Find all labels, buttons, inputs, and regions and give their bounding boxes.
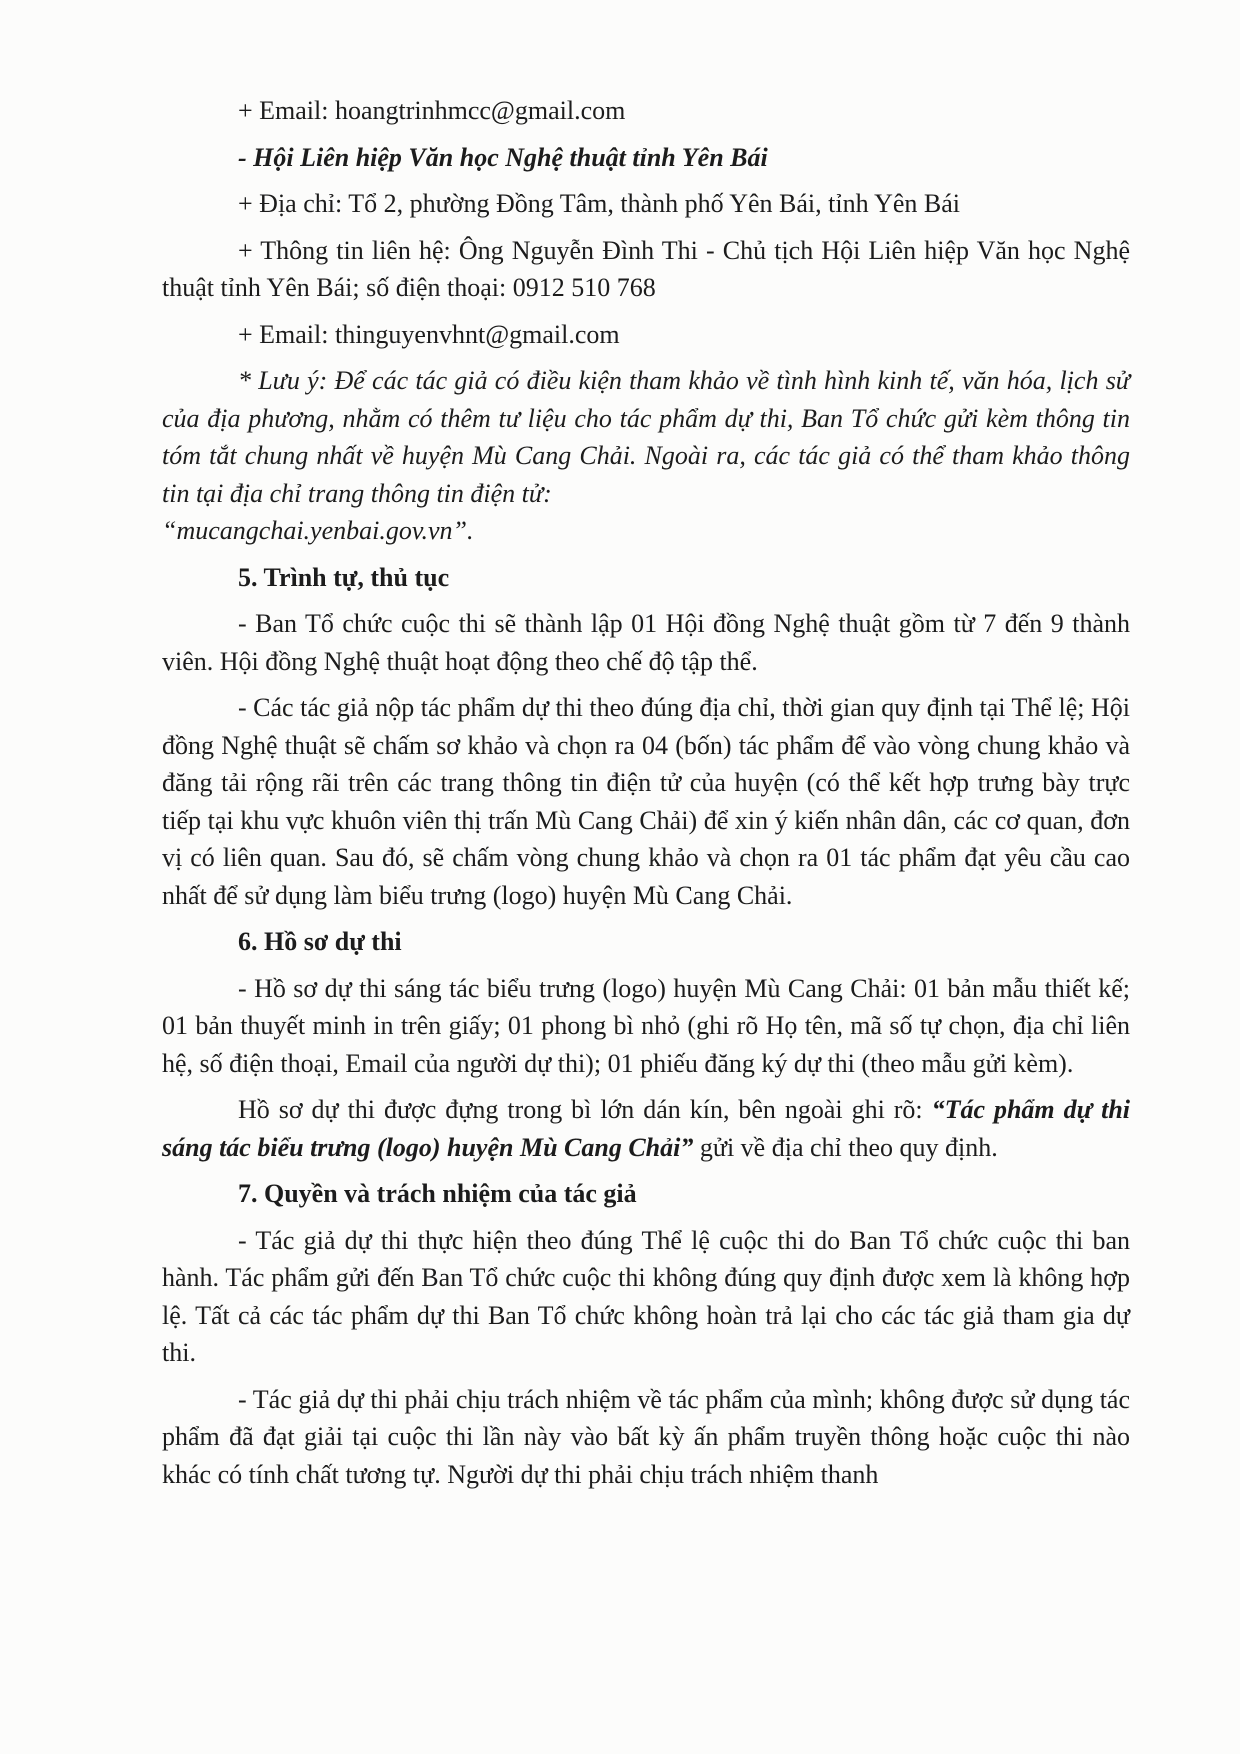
email-thi: + Email: thinguyenvhnt@gmail.com [238,319,620,349]
section-5-paragraph-2: - Các tác giả nộp tác phẩm dự thi theo đúng địa chỉ, thời gian quy định tại Thể lệ; Hội đồng Nghệ thuật sẽ chấm sơ khảo và chọn ra 04 (bốn) tác phẩm để vào vòng chung khảo và đăng tải rộng rãi trên các trang thông tin điện tử của huyện (có thể kết hợp trưng bày trực tiếp tại khu vực khuôn viên thị trấn Mù Cang Chải) để xin ý kiến nhân dân, các cơ quan, đơn vị có liên quan. Sau đó, sẽ chấm vòng chung khảo và chọn ra 01 tác phẩm đạt yêu cầu cao nhất để sử dụng làm biểu trưng (logo) huyện Mù Cang Chải. [162,693,1130,910]
document-body [162,92,1130,1502]
note-paragraph: * Lưu ý: Để các tác giả có điều kiện tham khảo về tình hình kinh tế, văn hóa, lịch sử của địa phương, nhằm có thêm tư liệu cho tác phẩm dự thi, Ban Tổ chức gửi kèm thông tin tóm tắt chung nhất về huyện Mù Cang Chải. Ngoài ra, các tác giả có thể tham khảo thông tin tại địa chỉ trang thông tin điện tử: [162,366,1130,508]
email-hoang: + Email: hoangtrinhmcc@gmail.com [238,96,626,125]
section-6-paragraph-2 [162,1091,1130,1166]
section-5-title: 5. Trình tự, thủ tục [238,562,450,592]
note-url: “mucangchai.yenbai.gov.vn”. [162,516,474,545]
section-6-title: 6. Hồ sơ dự thi [238,927,402,956]
envelope-label-quote: “Tác phẩm dự thi sáng tác biểu trưng (logo) huyện Mù Cang Chải” [162,1095,1131,1162]
section-7-paragraph-2: - Tác giả dự thi phải chịu trách nhiệm về tác phẩm của mình; không được sử dụng tác phẩm đã đạt giải tại cuộc thi lần này vào bất kỳ ấn phẩm truyền thông hoặc cuộc thi nào khác có tính chất tương tự. Người dự thi phải chịu trách nhiệm thanh [162,1384,1130,1489]
section-6-paragraph-1: - Hồ sơ dự thi sáng tác biểu trưng (logo) huyện Mù Cang Chải: 01 bản mẫu thiết kế; 01 bản thuyết minh in trên giấy; 01 phong bì nhỏ (ghi rõ Họ tên, mã số tự chọn, địa chỉ liên hệ, số điện thoại, Email của người dự thi); 01 phiếu đăng ký dự thi (theo mẫu gửi kèm). [162,973,1130,1078]
org-title: - Hội Liên hiệp Văn học Nghệ thuật tỉnh Yên Bái [238,142,768,172]
contact-line: + Thông tin liên hệ: Ông Nguyễn Đình Thi - Chủ tịch Hội Liên hiệp Văn học Nghệ thuật tỉnh Yên Bái; số điện thoại: 0912 510 768 [162,235,1130,302]
section-7-title: 7. Quyền và trách nhiệm của tác giả [238,1179,637,1208]
section-7-paragraph-1: - Tác giả dự thi thực hiện theo đúng Thể lệ cuộc thi do Ban Tổ chức cuộc thi ban hành. Tác phẩm gửi đến Ban Tổ chức cuộc thi không đúng quy định được xem là không hợp lệ. Tất cả các tác phẩm dự thi Ban Tổ chức không hoàn trả lại cho các tác giả tham gia dự thi. [162,1225,1130,1367]
section-6-paragraph-2-tail: gửi về địa chỉ theo quy định. [693,1132,998,1162]
section-5-paragraph-1: - Ban Tổ chức cuộc thi sẽ thành lập 01 Hội đồng Nghệ thuật gồm từ 7 đến 9 thành viên. Hội đồng Nghệ thuật hoạt động theo chế độ tập thể. [162,609,1130,676]
address-line: + Địa chỉ: Tổ 2, phường Đồng Tâm, thành phố Yên Bái, tỉnh Yên Bái [238,189,961,218]
section-6-paragraph-2-lead: Hồ sơ dự thi được đựng trong bì lớn dán kín, bên ngoài ghi rõ: [238,1095,932,1124]
